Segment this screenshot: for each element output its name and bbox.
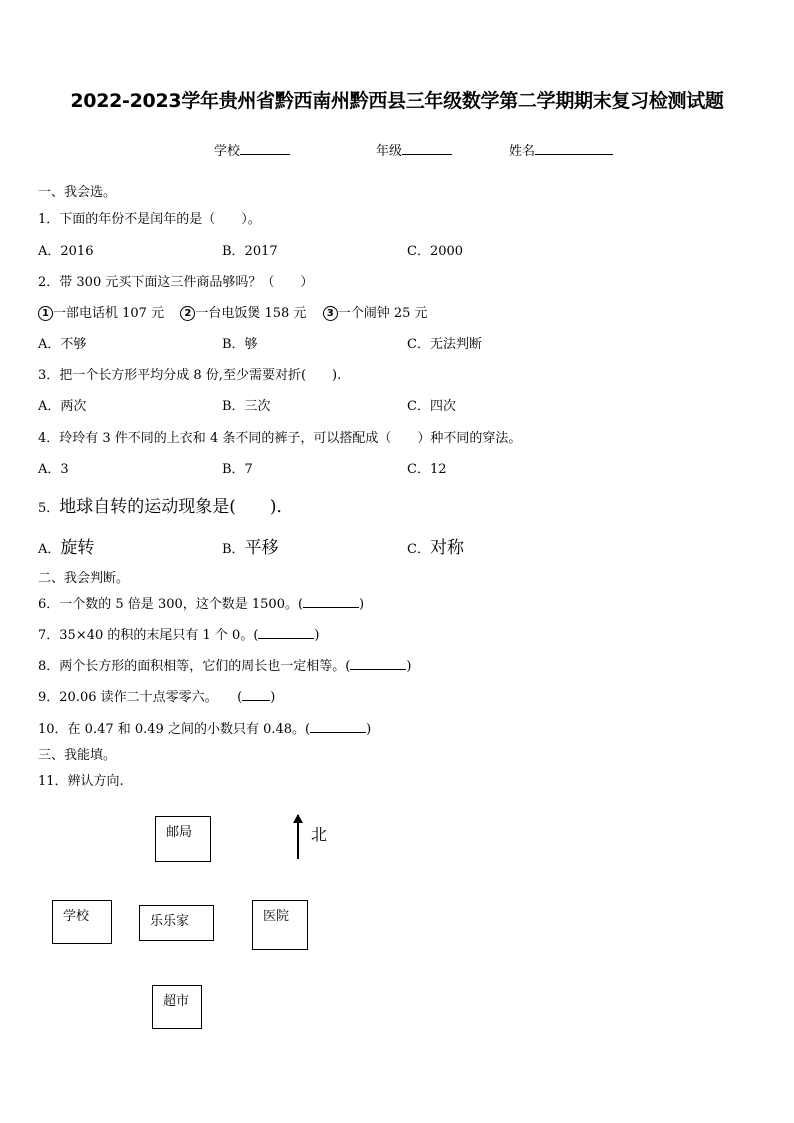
- q3-option-a[interactable]: A．两次: [38, 399, 87, 414]
- school-map-label: 学校: [63, 909, 90, 924]
- q9-answer-blank[interactable]: [242, 688, 270, 701]
- q6-close: ): [359, 597, 365, 612]
- q8-answer-blank[interactable]: [350, 657, 406, 670]
- q5-text: 地球自转的运动现象是( )．: [59, 497, 294, 517]
- question-6: [38, 593, 364, 612]
- question-9: [38, 686, 275, 705]
- q2-option-a[interactable]: A．不够: [38, 337, 87, 352]
- question-5: [38, 492, 294, 517]
- page-title: 2022-2023学年贵州省黔西南州黔西县三年级数学第二学期期末复习检测试题: [70, 90, 724, 112]
- q2-option-c[interactable]: C．无法判断: [407, 337, 482, 352]
- q5-option-c[interactable]: [407, 533, 464, 558]
- north-label: 北: [311, 825, 328, 844]
- q5-option-c-prefix: C．: [407, 542, 430, 557]
- q10-text: 10．在 0.47 和 0.49 之间的小数只有 0.48。(: [38, 722, 311, 737]
- q9-close: ): [270, 690, 276, 705]
- q1-option-c[interactable]: C．2000: [407, 244, 464, 259]
- q2-items: [38, 302, 428, 321]
- q2-option-b[interactable]: B．够: [222, 337, 258, 352]
- name-field[interactable]: [509, 140, 613, 159]
- name-label: 姓名: [509, 144, 536, 159]
- q3-option-c[interactable]: C．四次: [407, 399, 456, 414]
- q3-option-b[interactable]: B．三次: [222, 399, 271, 414]
- school-box: [52, 900, 112, 944]
- supermarket-label: 超市: [163, 994, 190, 1009]
- post-office-box: [155, 816, 211, 862]
- supermarket-box: [152, 985, 202, 1029]
- question-4: 4．玲玲有 3 件不同的上衣和 4 条不同的裤子，可以搭配成（ ）种不同的穿法。: [38, 431, 522, 446]
- question-8: [38, 655, 411, 674]
- question-7: [38, 624, 319, 643]
- circled-number-1: 1: [38, 306, 53, 321]
- question-11: 11．辨认方向.: [38, 774, 124, 789]
- q2-item-2: 一台电饭煲 158 元: [195, 306, 307, 321]
- q5-option-b[interactable]: [222, 533, 279, 558]
- circled-number-2: 2: [180, 306, 195, 321]
- q5-option-b-text: 平移: [244, 538, 279, 558]
- q1-option-a[interactable]: A．2016: [38, 244, 94, 259]
- q7-text: 7．35×40 的积的末尾只有 1 个 0。(: [38, 628, 259, 643]
- school-field[interactable]: [214, 140, 290, 159]
- hospital-box: [252, 900, 308, 950]
- school-label: 学校: [214, 144, 241, 159]
- question-2: 2．带 300 元买下面这三件商品够吗？（ ）: [38, 275, 314, 290]
- circled-number-3: 3: [323, 306, 338, 321]
- q6-text: 6．一个数的 5 倍是 300，这个数是 1500。(: [38, 597, 304, 612]
- q10-close: ): [366, 722, 372, 737]
- question-3: 3．把一个长方形平均分成 8 份,至少需要对折( ).: [38, 368, 342, 383]
- section-3-heading: 三、我能填。: [38, 748, 117, 763]
- question-1: 1．下面的年份不是闰年的是（ ）。: [38, 212, 261, 227]
- q7-close: ): [314, 628, 320, 643]
- north-arrow-icon: [297, 815, 299, 859]
- grade-field[interactable]: [376, 140, 452, 159]
- q9-text: 9．20.06 读作二十点零零六。 (: [38, 690, 243, 705]
- section-1-heading: 一、我会选。: [38, 185, 117, 200]
- q8-text: 8．两个长方形的面积相等，它们的周长也一定相等。(: [38, 659, 351, 674]
- q6-answer-blank[interactable]: [303, 595, 359, 608]
- q2-item-1: 一部电话机 107 元: [53, 306, 165, 321]
- q5-option-b-prefix: B．: [222, 542, 245, 557]
- section-2-heading: 二、我会判断。: [38, 571, 130, 586]
- q2-item-3: 一个闹钟 25 元: [337, 306, 428, 321]
- lele-home-label: 乐乐家: [150, 914, 190, 929]
- q4-option-c[interactable]: C．12: [407, 462, 447, 477]
- q7-answer-blank[interactable]: [258, 626, 314, 639]
- q10-answer-blank[interactable]: [310, 720, 366, 733]
- q5-option-c-text: 对称: [429, 538, 464, 558]
- q4-option-b[interactable]: B．7: [222, 462, 253, 477]
- grade-label: 年级: [376, 144, 403, 159]
- question-10: [38, 718, 371, 737]
- hospital-label: 医院: [263, 909, 290, 924]
- q5-option-a-prefix: A．: [38, 542, 61, 557]
- q1-option-b[interactable]: B．2017: [222, 244, 278, 259]
- post-office-label: 邮局: [166, 825, 193, 840]
- q5-option-a[interactable]: [38, 533, 94, 558]
- q5-option-a-text: 旋转: [60, 538, 95, 558]
- q5-number: 5．: [38, 501, 60, 516]
- lele-home-box: [139, 905, 214, 941]
- q4-option-a[interactable]: A．3: [38, 462, 69, 477]
- q8-close: ): [406, 659, 412, 674]
